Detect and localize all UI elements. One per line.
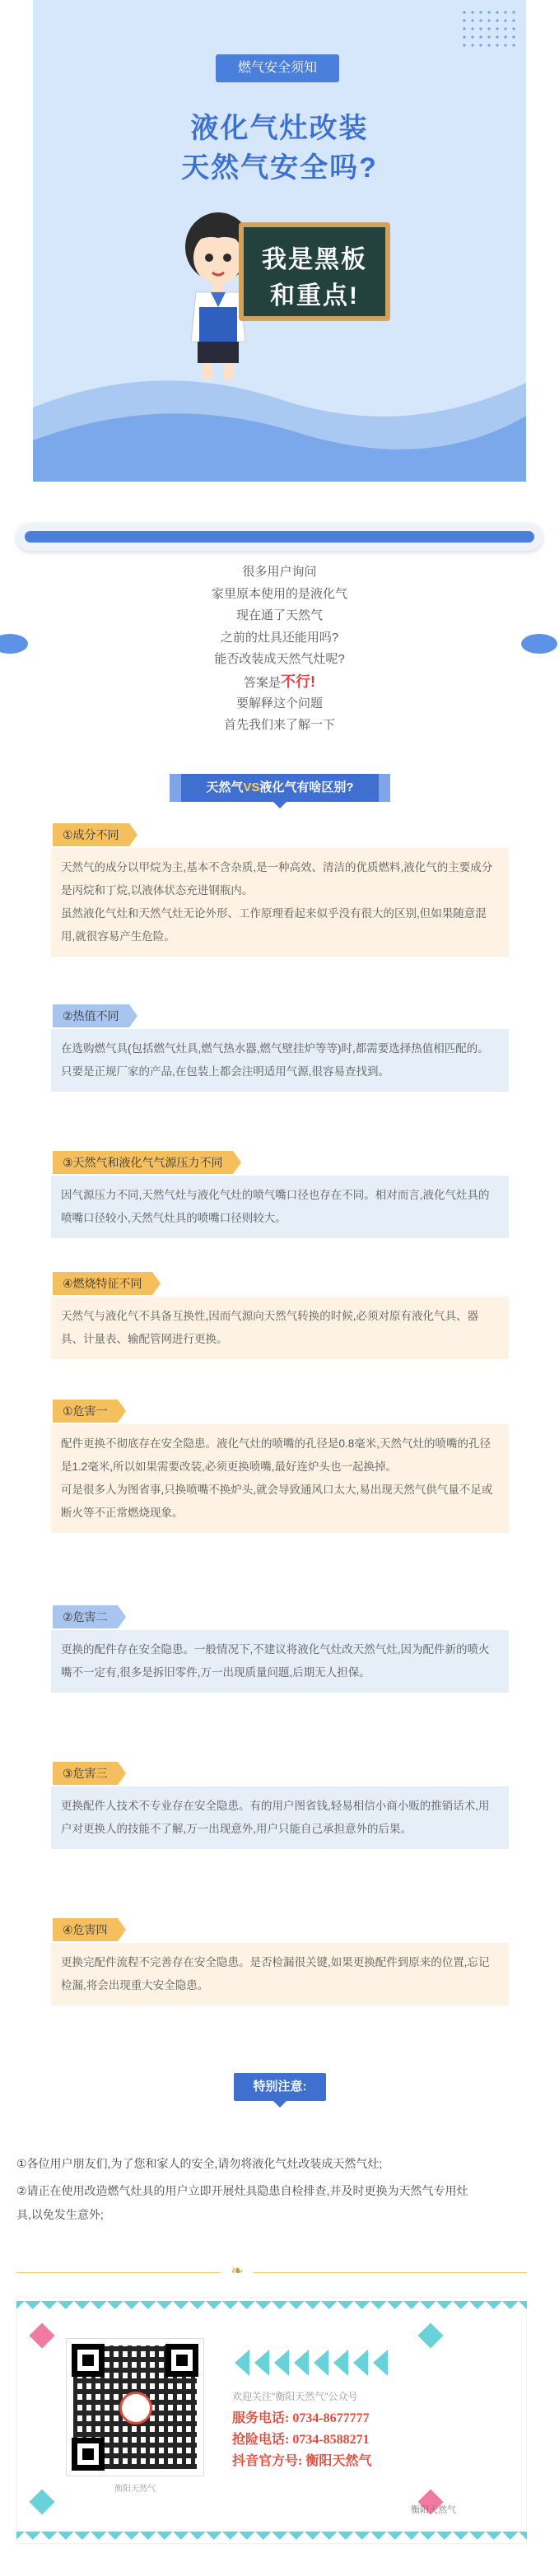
section-label-hazard2: ②危害二 xyxy=(53,1605,118,1628)
zigzag-top xyxy=(16,2301,527,2309)
section-label-composition: ①成分不同 xyxy=(53,823,129,846)
progress-bar-decoration xyxy=(16,523,543,551)
section-label-combustion: ④燃烧特征不同 xyxy=(53,1272,152,1295)
section-card-hazard1 xyxy=(51,1424,509,1533)
section-card-hazard2 xyxy=(51,1630,509,1693)
notice-item: ②请正在使用改造燃气灶具的用户立即开展灶具隐患自检排查,并及时更换为天然气专用灶具,以免发生意外; xyxy=(16,2184,468,2221)
paragraph: 可是很多人为图省事,只换喷嘴不换炉头,就会导致通风口太大,易出现天然气供气量不足或断火等不正常燃烧现象。 xyxy=(61,1484,493,1519)
arrow-decoration-icon xyxy=(235,2346,432,2379)
chalkboard xyxy=(239,222,390,321)
notice-header: 特别注意: xyxy=(234,2073,326,2101)
qr-finder xyxy=(72,2438,105,2471)
section-card-composition xyxy=(51,848,509,957)
intro-line: 家里原本使用的是液化气 xyxy=(211,586,347,601)
hero-banner xyxy=(33,0,526,482)
sprig-icon: ❧ xyxy=(221,2262,254,2279)
notice-item: ①各位用户朋友们,为了您和家人的安全,请勿将液化气灶改装成天然气灶; xyxy=(16,2157,383,2170)
intro-line: 能否改装成天然气灶呢? xyxy=(214,652,345,667)
intro-line: 现在通了天然气 xyxy=(235,608,323,623)
intro-text xyxy=(0,561,559,737)
section-card-hazard3 xyxy=(51,1786,509,1849)
header-pointer xyxy=(273,802,286,808)
page-title-line2: 天然气安全吗? xyxy=(181,152,378,184)
vs-left-label: 天然气 xyxy=(206,780,244,794)
qr-caption: 衡阳天然气 xyxy=(114,2485,156,2494)
answer-prefix: 答案是 xyxy=(243,675,281,690)
paragraph: 配件更换不彻底存在安全隐患。液化气灶的喷嘴的孔径是0.8毫米,天然气灶的喷嘴的孔径是1.2毫米,所以如果需要改装,必须更换喷嘴,最好连炉头也一起换掉。 xyxy=(61,1437,491,1473)
intro-line: 很多用户询问 xyxy=(242,565,317,579)
comparison-header xyxy=(181,774,379,802)
watermark: 衡阳天然气 xyxy=(411,2505,456,2515)
answer-value: 不行! xyxy=(281,673,315,690)
paragraph: 在选购燃气具(包括燃气灶具,燃气热水器,燃气壁挂炉等等)时,都需要选择热值相匹配的。只要是正规厂家的产品,在包装上都会注明适用气源,很容易查找到。 xyxy=(61,1042,489,1078)
qr-logo-icon xyxy=(119,2392,152,2425)
vs-label: VS xyxy=(243,780,260,794)
section-card-combustion xyxy=(51,1297,509,1359)
section-label-pressure: ③天然气和液化气气源压力不同 xyxy=(53,1151,233,1174)
section-label-hazard4: ④危害四 xyxy=(53,1918,118,1941)
section-card-hazard4 xyxy=(51,1943,509,2005)
intro-answer xyxy=(0,671,559,693)
section-label-heat-value: ②热值不同 xyxy=(53,1004,129,1027)
qr-finder xyxy=(165,2344,198,2377)
bar-fill xyxy=(25,531,534,543)
paragraph: 更换完配件流程不完善存在安全隐患。是否检漏很关键,如果更换配件到原来的位置,忘记检漏,将会出现重大安全隐患。 xyxy=(61,1956,490,1991)
paragraph: 更换配件人技术不专业存在安全隐患。有的用户图省钱,轻易相信小商小贩的推销话术,用户对更换人的技能不了解,万一出现意外,用户只能自己承担意外的后果。 xyxy=(61,1800,490,1835)
section-card-pressure xyxy=(51,1176,509,1238)
paragraph: 因气源压力不同,天然气灶与液化气灶的喷气嘴口径也存在不同。相对而言,液化气灶具的喷嘴口径较小,天然气灶具的喷嘴口径则较大。 xyxy=(61,1189,490,1224)
follow-text: 欢迎关注"衡阳天然气"公众号 xyxy=(232,2391,358,2402)
qr-finder xyxy=(72,2344,105,2377)
paragraph: 虽然液化气灶和天然气灶无论外形、工作原理看起来似乎没有很大的区别,但如果随意混用,就很容易产生危险。 xyxy=(61,907,487,943)
divider xyxy=(16,2272,527,2273)
section-card-heat-value xyxy=(51,1029,509,1092)
category-tag: 燃气安全须知 xyxy=(216,54,339,82)
dot-pattern xyxy=(460,8,518,49)
paragraph: 天然气的成分以甲烷为主,基本不含杂质,是一种高效、清洁的优质燃料,液化气的主要成分是丙烷和丁烷,以液体状态充进钢瓶内。 xyxy=(61,861,493,897)
wave-decoration xyxy=(33,350,526,482)
chalkboard-text-line2: 和重点! xyxy=(270,282,359,310)
paragraph: 天然气与液化气不具备互换性,因而气源向天然气转换的时候,必须对原有液化气具、器具、计量表、输配管网进行更换。 xyxy=(61,1310,479,1345)
douyin-account[interactable]: 抖音官方号: 衡阳天然气 xyxy=(232,2454,372,2468)
page-title-line1: 液化气灶改装 xyxy=(190,113,369,144)
intro-line: 要解释这个问题 xyxy=(235,696,323,710)
intro-line: 首先我们来了解一下 xyxy=(223,718,335,733)
notice-body xyxy=(16,2152,477,2227)
section-label-hazard3: ③危害三 xyxy=(53,1762,118,1785)
paragraph: 更换的配件存在安全隐患。一般情况下,不建议将液化气灶改天然气灶,因为配件新的喷火嘴不一定有,很多是拆旧零件,万一出现质量问题,后期无人担保。 xyxy=(61,1643,490,1679)
vs-right-label: 液化气有啥区别? xyxy=(259,780,354,794)
emergency-phone[interactable]: 抢险电话: 0734-8588271 xyxy=(232,2433,370,2447)
chalkboard-text-line1: 我是黑板 xyxy=(262,246,367,273)
section-label-hazard1: ①危害一 xyxy=(53,1400,118,1423)
service-phone[interactable]: 服务电话: 0734-8677777 xyxy=(232,2411,370,2425)
qr-code[interactable] xyxy=(66,2338,204,2476)
intro-line: 之前的灶具还能用吗? xyxy=(220,630,339,645)
zigzag-bottom xyxy=(16,2532,527,2540)
notice-pointer xyxy=(273,2101,286,2108)
